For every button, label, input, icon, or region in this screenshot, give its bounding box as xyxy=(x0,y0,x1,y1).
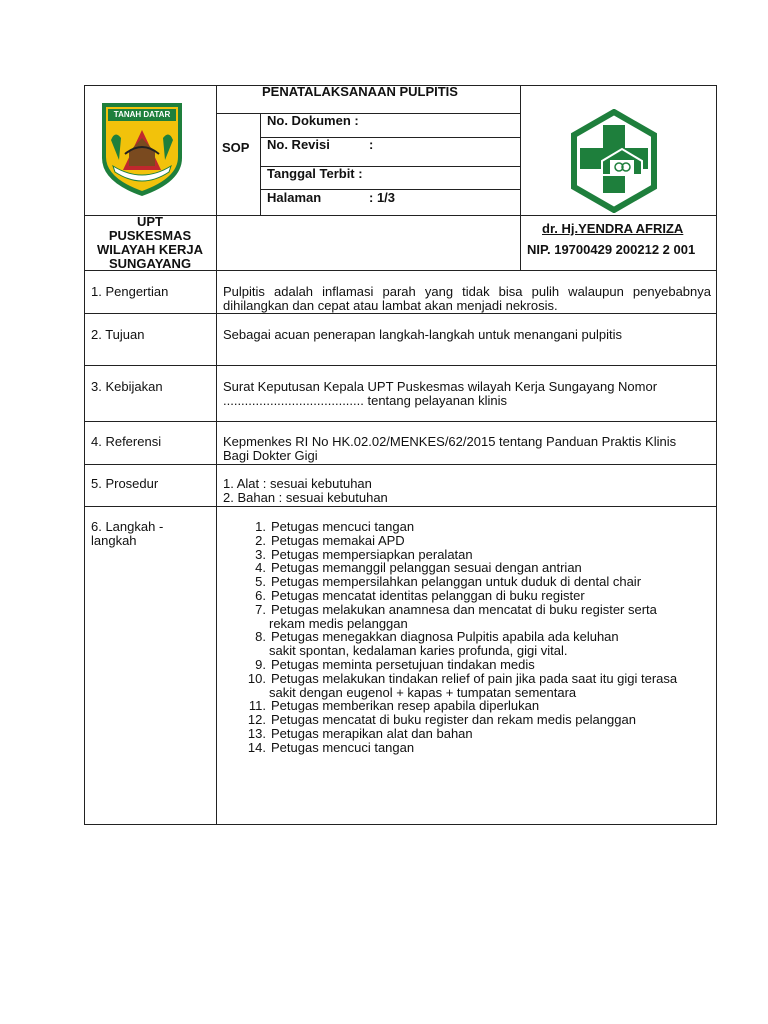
line-section-5 xyxy=(84,506,717,507)
section-label-pengertian: 1. Pengertian xyxy=(91,284,169,299)
signer-nip: NIP. 19700429 200212 2 001 xyxy=(527,242,696,257)
section-label-tujuan: 2. Tujuan xyxy=(91,327,145,342)
border-right xyxy=(716,85,717,825)
section-label-langkah: 6. Langkah - xyxy=(91,519,164,534)
section-text-referensi-2: Bagi Dokter Gigi xyxy=(223,448,318,463)
section-text-referensi-1: Kepmenkes RI No HK.02.02/MENKES/62/2015 tentang Panduan Praktis Klinis xyxy=(223,434,677,449)
list-item-text: Petugas mempersilahkan pelanggan untuk duduk di dental chair xyxy=(271,574,642,590)
list-item-number: 13. xyxy=(247,726,266,741)
list-item xyxy=(244,672,677,686)
line-section-4 xyxy=(84,464,717,465)
border-left xyxy=(84,85,85,825)
list-item-text: Petugas mencatat identitas pelanggan di buku register xyxy=(271,588,585,603)
tanah-datar-emblem-icon xyxy=(99,100,185,198)
list-item-text: Petugas melakukan anamnesa dan mencatat di buku register serta xyxy=(271,601,657,617)
field-halaman-value: : 1/3 xyxy=(369,190,396,205)
list-item-text: Petugas mencuci tangan xyxy=(271,519,415,534)
list-item-number: 9. xyxy=(255,657,266,672)
section-label-kebijakan: 3. Kebijakan xyxy=(91,379,163,394)
section-text-kebijakan-2: ....................................... tentang pelayanan klinis xyxy=(223,393,507,408)
list-item-number: 7. xyxy=(255,601,266,617)
line-title-bottom xyxy=(216,113,521,114)
list-item-number: 11. xyxy=(248,698,266,714)
list-item-number: 10. xyxy=(247,670,266,686)
divider-sop xyxy=(260,113,261,215)
org-line: SUNGAYANG xyxy=(108,256,192,271)
list-item-text: Petugas menegakkan diagnosa Pulpitis apabila ada keluhan xyxy=(271,629,619,645)
list-item xyxy=(244,741,414,755)
field-no-revisi-label: No. Revisi xyxy=(267,137,330,152)
list-item-number: 6. xyxy=(255,588,266,603)
line-section-1 xyxy=(84,313,717,314)
list-item-number: 14. xyxy=(247,739,266,755)
list-item xyxy=(244,534,405,548)
list-item-text: Petugas memanggil pelanggan sesuai dengan antrian xyxy=(271,560,582,576)
org-line: PUSKESMAS xyxy=(108,228,192,243)
list-item-continuation: sakit spontan, kedalaman karies profunda, gigi vital. xyxy=(269,643,568,659)
signer-name: dr. Hj.YENDRA AFRIZA xyxy=(542,221,684,236)
list-item-number: 12. xyxy=(247,712,266,728)
section-text-pengertian: Pulpitis adalah inflamasi parah yang tidak bisa pulih walaupun penyebabnya dihilangkan dan cepat atau lambat akan menjadi nekrosis. xyxy=(223,284,711,313)
list-item xyxy=(244,727,473,741)
list-item xyxy=(244,658,535,672)
list-item-continuation: rekam medis pelanggan xyxy=(269,615,408,631)
list-item xyxy=(244,603,657,617)
field-tanggal-terbit: Tanggal Terbit : xyxy=(267,166,363,181)
sop-title: PENATALAKSANAAN PULPITIS xyxy=(262,84,458,99)
field-halaman-label: Halaman xyxy=(267,190,322,205)
section-label-langkah-2: langkah xyxy=(91,533,137,548)
field-no-dokumen: No. Dokumen : xyxy=(267,113,359,128)
list-item-number: 3. xyxy=(255,546,266,562)
list-item-text: Petugas meminta persetujuan tindakan medis xyxy=(271,657,535,672)
line-section-3 xyxy=(84,421,717,422)
list-item-text: Petugas memberikan resep apabila diperlukan xyxy=(271,698,540,714)
list-item-continuation: sakit dengan eugenol + kapas + tumpatan sementara xyxy=(269,684,577,700)
list-item-number: 5. xyxy=(255,574,266,590)
list-item-text: Petugas mencatat di buku register dan rekam medis pelanggan xyxy=(271,712,636,728)
list-item-number: 8. xyxy=(255,629,266,645)
list-item-text: Petugas mempersiapkan peralatan xyxy=(271,546,473,562)
org-line: UPT xyxy=(137,214,163,229)
line-section-2 xyxy=(84,365,717,366)
puskesmas-cross-icon xyxy=(566,109,662,213)
field-no-revisi-colon: : xyxy=(369,137,374,152)
list-item-text: Petugas melakukan tindakan relief of pain jika pada saat itu gigi terasa xyxy=(271,670,678,686)
list-item-text: Petugas merapikan alat dan bahan xyxy=(271,726,473,741)
org-line: WILAYAH KERJA xyxy=(97,242,203,257)
logo-banner-text: TANAH DATAR xyxy=(113,110,171,119)
prosedur-item: 1. Alat : sesuai kebutuhan xyxy=(223,476,372,491)
section-text-kebijakan-1: Surat Keputusan Kepala UPT Puskesmas wilayah Kerja Sungayang Nomor xyxy=(223,379,658,394)
list-item-number: 1. xyxy=(255,519,266,534)
list-item-text: Petugas memakai APD xyxy=(271,532,405,548)
list-item-text: Petugas mencuci tangan xyxy=(271,739,415,755)
border-bottom xyxy=(84,824,717,825)
divider-main xyxy=(216,85,217,825)
list-item-number: 4. xyxy=(255,560,266,576)
section-label-referensi: 4. Referensi xyxy=(91,434,162,449)
section-label-prosedur: 5. Prosedur xyxy=(91,476,159,491)
org-name xyxy=(84,215,216,271)
sop-document xyxy=(84,85,717,825)
list-item xyxy=(244,589,585,603)
sop-label: SOP xyxy=(222,140,250,155)
section-text-tujuan: Sebagai acuan penerapan langkah-langkah untuk menangani pulpitis xyxy=(223,327,622,342)
prosedur-item: 2. Bahan : sesuai kebutuhan xyxy=(223,490,388,505)
list-item xyxy=(244,520,414,534)
list-item-number: 2. xyxy=(255,532,266,548)
